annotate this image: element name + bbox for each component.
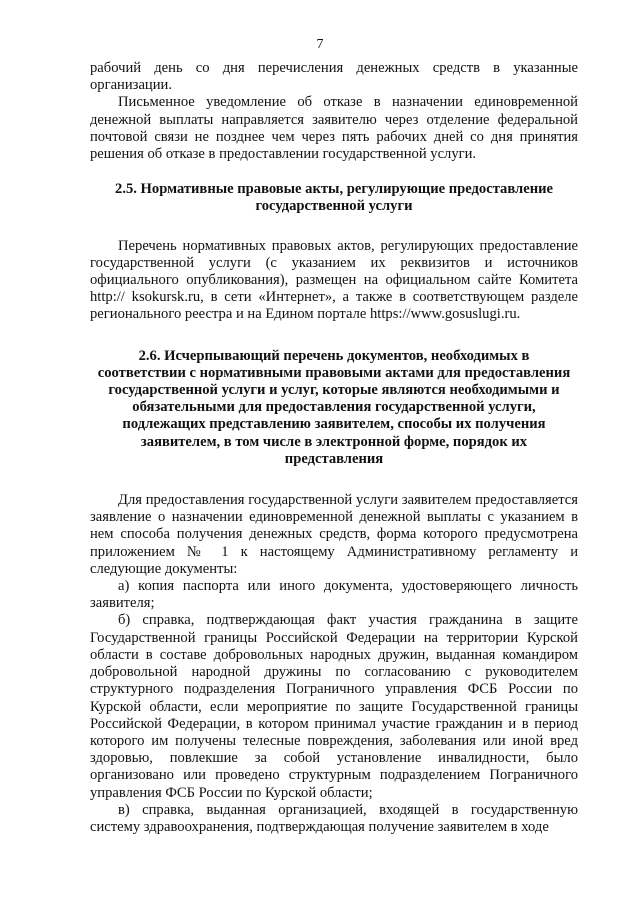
paragraph-application: Для предоставления государственной услуги заявителем предоставляется заявление о назначении единовременной денежной выплаты с указанием в нем способа получения денежных средств, форма которого предусмотрена приложением № 1 к настоящему Административному регламенту и следующие документы: — [90, 492, 578, 577]
list-item-b: б) справка, подтверждающая факт участия гражданина в защите Государственной границы Российской Федерации на территории Курской области в составе добровольных народных дружин, выданная командиром добровольной народной дружины по согласованию с руководителем структурного подразделения Пограничного управления ФСБ России по Курской области, если мероприятие по защите Государственной границы Российской Федерации, в котором принимал участие гражданин и в период которого им получены телесные повреждения, заболевания или иной вред здоровью, повлекшие за собой установление инвалидности, было организовано или проведено структурным подразделением Пограничного управления ФСБ России по Курской области; — [90, 612, 578, 801]
list-item-a: а) копия паспорта или иного документа, удостоверяющего личность заявителя; — [90, 578, 578, 612]
paragraph-legal-acts: Перечень нормативных правовых актов, регулирующих предоставление государственной услуги (с указанием их реквизитов и источников официального опубликования), размещен на официальном сайте Комитета http:// ksokursk.ru, в сети «Интернет», а также в соответствующем разделе регионального реестра и на Едином портале https://www.gosuslugi.ru. — [90, 237, 578, 323]
section-heading-2-5: 2.5. Нормативные правовые акты, регулирующие предоставление государственной услуги — [115, 181, 553, 215]
document-body — [90, 60, 578, 836]
list-item-v: в) справка, выданная организацией, входящей в государственную систему здравоохранения, подтверждающая получение заявителем в ходе — [90, 801, 578, 835]
section-heading-2-6: 2.6. Исчерпывающий перечень документов, необходимых в соответствии с нормативными правовыми актами для предоставления государственной услуги и услуг, которые являются необходимыми и обязательными для предоставления государственной услуги, подлежащих представлению заявителем, способы их получения заявителем, в том числе в электронной форме, порядок их представления — [97, 347, 571, 467]
page-number: 7 — [316, 37, 324, 52]
paragraph-refusal-notice: Письменное уведомление об отказе в назначении единовременной денежной выплаты направляется заявителю через отделение федеральной почтовой связи не позднее чем через пять рабочих дней со дня принятия решения об отказе в предоставлении государственной услуги. — [90, 94, 578, 163]
paragraph-continuation: рабочий день со дня перечисления денежных средств в указанные организации. — [90, 60, 578, 94]
